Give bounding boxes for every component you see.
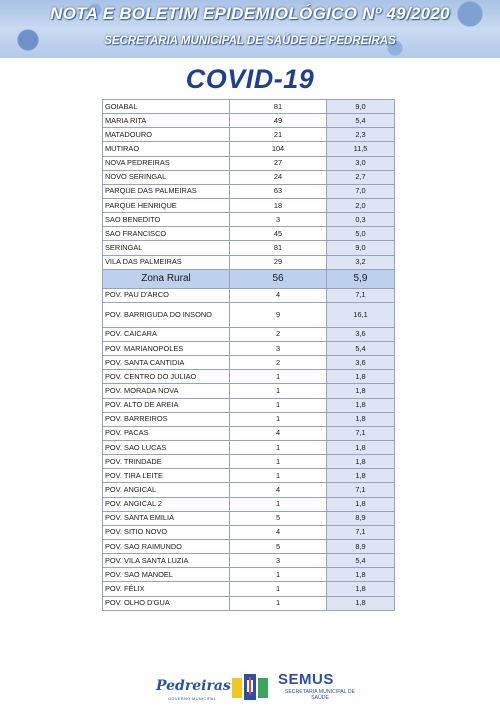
cell-name: POV. VILA SANTA LUZIA bbox=[103, 554, 230, 568]
cell-rate: 9,0 bbox=[327, 100, 395, 114]
table-row bbox=[103, 184, 395, 198]
pedreiras-logo-subtitle: GOVERNO MUNICIPAL bbox=[168, 696, 217, 701]
cell-count: 104 bbox=[230, 142, 327, 156]
cell-name: POV. BARREIROS bbox=[103, 412, 230, 426]
cell-name: MATADOURO bbox=[103, 128, 230, 142]
table-row bbox=[103, 156, 395, 170]
cell-rate: 3,0 bbox=[327, 156, 395, 170]
cell-count: 3 bbox=[230, 554, 327, 568]
cell-rate: 1,8 bbox=[327, 497, 395, 511]
table-row bbox=[103, 370, 395, 384]
cases-table-body bbox=[103, 100, 395, 611]
cell-name: PARQUE DAS PALMEIRAS bbox=[103, 184, 230, 198]
table-row bbox=[103, 114, 395, 128]
cell-count: 1 bbox=[230, 370, 327, 384]
cell-count: 27 bbox=[230, 156, 327, 170]
table-row bbox=[103, 288, 395, 302]
cell-name: SAO FRANCISCO bbox=[103, 227, 230, 241]
cell-rate: 8,9 bbox=[327, 511, 395, 525]
table-row bbox=[103, 455, 395, 469]
cell-count: 1 bbox=[230, 469, 327, 483]
cell-name: POV. OLHO D'GUA bbox=[103, 596, 230, 610]
cell-name: NOVO SERINGAL bbox=[103, 170, 230, 184]
cell-name: POV. ANGICAL bbox=[103, 483, 230, 497]
cell-count: 5 bbox=[230, 539, 327, 553]
cell-rate: 5,4 bbox=[327, 554, 395, 568]
cell-count: 9 bbox=[230, 302, 327, 327]
cell-count: 1 bbox=[230, 582, 327, 596]
cell-name: PARQUE HENRIQUE bbox=[103, 198, 230, 212]
cell-count: 45 bbox=[230, 227, 327, 241]
cell-rate: 1,8 bbox=[327, 455, 395, 469]
cell-rate: 7,0 bbox=[327, 184, 395, 198]
table-row bbox=[103, 412, 395, 426]
page-heading: COVID-19 bbox=[185, 64, 315, 94]
footer-logos bbox=[150, 668, 360, 706]
cell-name: GOIABAL bbox=[103, 100, 230, 114]
cell-rate: 7,1 bbox=[327, 426, 395, 440]
cell-count: 21 bbox=[230, 128, 327, 142]
cell-name: POV. CENTRO DO JULIAO bbox=[103, 370, 230, 384]
cases-table bbox=[102, 99, 395, 611]
cell-rate: 3,6 bbox=[327, 327, 395, 341]
header-banner bbox=[0, 0, 500, 58]
table-row bbox=[103, 213, 395, 227]
table-row bbox=[103, 568, 395, 582]
table-row bbox=[103, 356, 395, 370]
cell-rate: 5,9 bbox=[327, 269, 395, 288]
cell-count: 49 bbox=[230, 114, 327, 128]
table-row bbox=[103, 142, 395, 156]
cell-count: 1 bbox=[230, 455, 327, 469]
cell-name: POV. MARIANOPOLES bbox=[103, 341, 230, 355]
table-row bbox=[103, 554, 395, 568]
cell-count: 1 bbox=[230, 412, 327, 426]
cell-count: 3 bbox=[230, 341, 327, 355]
cell-name: POV. ANGICAL 2 bbox=[103, 497, 230, 511]
table-row bbox=[103, 170, 395, 184]
cell-name: POV. SANTA CANTIDIA bbox=[103, 356, 230, 370]
cell-rate: 1,8 bbox=[327, 469, 395, 483]
cell-rate: 0,3 bbox=[327, 213, 395, 227]
cell-count: 1 bbox=[230, 596, 327, 610]
table-row bbox=[103, 241, 395, 255]
cell-name: VILA DAS PALMEIRAS bbox=[103, 255, 230, 269]
cell-count: 5 bbox=[230, 511, 327, 525]
table-row bbox=[103, 497, 395, 511]
cell-count: 81 bbox=[230, 100, 327, 114]
cell-name: POV. MORADA NOVA bbox=[103, 384, 230, 398]
table-row bbox=[103, 398, 395, 412]
table-row bbox=[103, 327, 395, 341]
table-row bbox=[103, 198, 395, 212]
cell-name: POV. ALTO DE AREIA bbox=[103, 398, 230, 412]
table-row bbox=[103, 582, 395, 596]
cell-name: MUTIRAO bbox=[103, 142, 230, 156]
cell-rate: 5,4 bbox=[327, 341, 395, 355]
table-row bbox=[103, 341, 395, 355]
table-row bbox=[103, 227, 395, 241]
cell-count: 63 bbox=[230, 184, 327, 198]
table-row bbox=[103, 302, 395, 327]
cell-count: 3 bbox=[230, 213, 327, 227]
cell-name: POV. PAU D'ARCO bbox=[103, 288, 230, 302]
cell-rate: 11,5 bbox=[327, 142, 395, 156]
zone-summary-row bbox=[103, 269, 395, 288]
table-row bbox=[103, 525, 395, 539]
semus-logo-subtitle: SECRETARIA MUNICIPAL DE SAÚDE bbox=[284, 689, 356, 701]
table-row bbox=[103, 539, 395, 553]
semus-logo: SEMUS bbox=[278, 671, 334, 688]
cell-rate: 9,0 bbox=[327, 241, 395, 255]
bulletin-subtitle: SECRETARIA MUNICIPAL DE SAÚDE DE PEDREIRAS bbox=[104, 35, 396, 47]
coat-of-arms-icon bbox=[230, 672, 270, 702]
cell-count: 4 bbox=[230, 426, 327, 440]
table-row bbox=[103, 440, 395, 454]
cell-name: POV. SITIO NOVO bbox=[103, 525, 230, 539]
cell-name: POV. SAO LUCAS bbox=[103, 440, 230, 454]
cell-count: 4 bbox=[230, 483, 327, 497]
cell-count: 1 bbox=[230, 440, 327, 454]
cell-rate: 1,8 bbox=[327, 412, 395, 426]
cell-rate: 1,8 bbox=[327, 370, 395, 384]
table-row bbox=[103, 483, 395, 497]
cell-rate: 1,8 bbox=[327, 384, 395, 398]
cell-count: 1 bbox=[230, 384, 327, 398]
cell-rate: 8,9 bbox=[327, 539, 395, 553]
cell-rate: 5,0 bbox=[327, 227, 395, 241]
table-row bbox=[103, 255, 395, 269]
cell-count: 81 bbox=[230, 241, 327, 255]
cell-rate: 1,8 bbox=[327, 398, 395, 412]
cell-rate: 3,6 bbox=[327, 356, 395, 370]
cell-count: 4 bbox=[230, 525, 327, 539]
cell-rate: 16,1 bbox=[327, 302, 395, 327]
cell-count: 18 bbox=[230, 198, 327, 212]
cell-name: POV. SANTA EMILIA bbox=[103, 511, 230, 525]
cell-count: 56 bbox=[230, 269, 327, 288]
table-row bbox=[103, 596, 395, 610]
cell-rate: 3,2 bbox=[327, 255, 395, 269]
table-row bbox=[103, 426, 395, 440]
cell-name: POV. BARRIGUDA DO INSONO bbox=[103, 302, 230, 327]
cell-name: POV. TIRA LEITE bbox=[103, 469, 230, 483]
cell-rate: 7,1 bbox=[327, 483, 395, 497]
cell-count: 1 bbox=[230, 398, 327, 412]
cell-count: 2 bbox=[230, 327, 327, 341]
cell-count: 1 bbox=[230, 497, 327, 511]
cell-count: 1 bbox=[230, 568, 327, 582]
cell-name: NOVA PEDREIRAS bbox=[103, 156, 230, 170]
cell-name: POV. FÉLIX bbox=[103, 582, 230, 596]
cell-rate: 1,8 bbox=[327, 582, 395, 596]
bulletin-title: NOTA E BOLETIM EPIDEMIOLÓGICO Nº 49/2020 bbox=[50, 4, 450, 23]
cell-name: SERINGAL bbox=[103, 241, 230, 255]
cell-name: POV. SAO RAIMUNDO bbox=[103, 539, 230, 553]
cell-rate: 2,0 bbox=[327, 198, 395, 212]
cell-count: 4 bbox=[230, 288, 327, 302]
cell-rate: 7,1 bbox=[327, 525, 395, 539]
cell-rate: 5,4 bbox=[327, 114, 395, 128]
cell-rate: 1,8 bbox=[327, 440, 395, 454]
cell-count: 2 bbox=[230, 356, 327, 370]
table-row bbox=[103, 384, 395, 398]
cell-name: POV. TRINDADE bbox=[103, 455, 230, 469]
cell-name: Zona Rural bbox=[103, 269, 230, 288]
cell-rate: 2,3 bbox=[327, 128, 395, 142]
cell-rate: 2,7 bbox=[327, 170, 395, 184]
cell-count: 24 bbox=[230, 170, 327, 184]
table-row bbox=[103, 128, 395, 142]
cell-name: POV. PACAS bbox=[103, 426, 230, 440]
table-row bbox=[103, 469, 395, 483]
cell-name: POV. SAO MANOEL bbox=[103, 568, 230, 582]
cell-rate: 1,8 bbox=[327, 568, 395, 582]
pedreiras-logo: Pedreiras bbox=[156, 678, 231, 694]
cell-count: 29 bbox=[230, 255, 327, 269]
cell-rate: 1,8 bbox=[327, 596, 395, 610]
cell-name: MARIA RITA bbox=[103, 114, 230, 128]
table-row bbox=[103, 100, 395, 114]
cell-name: POV. CAICARA bbox=[103, 327, 230, 341]
cell-rate: 7,1 bbox=[327, 288, 395, 302]
cell-name: SAO BENEDITO bbox=[103, 213, 230, 227]
table-row bbox=[103, 511, 395, 525]
